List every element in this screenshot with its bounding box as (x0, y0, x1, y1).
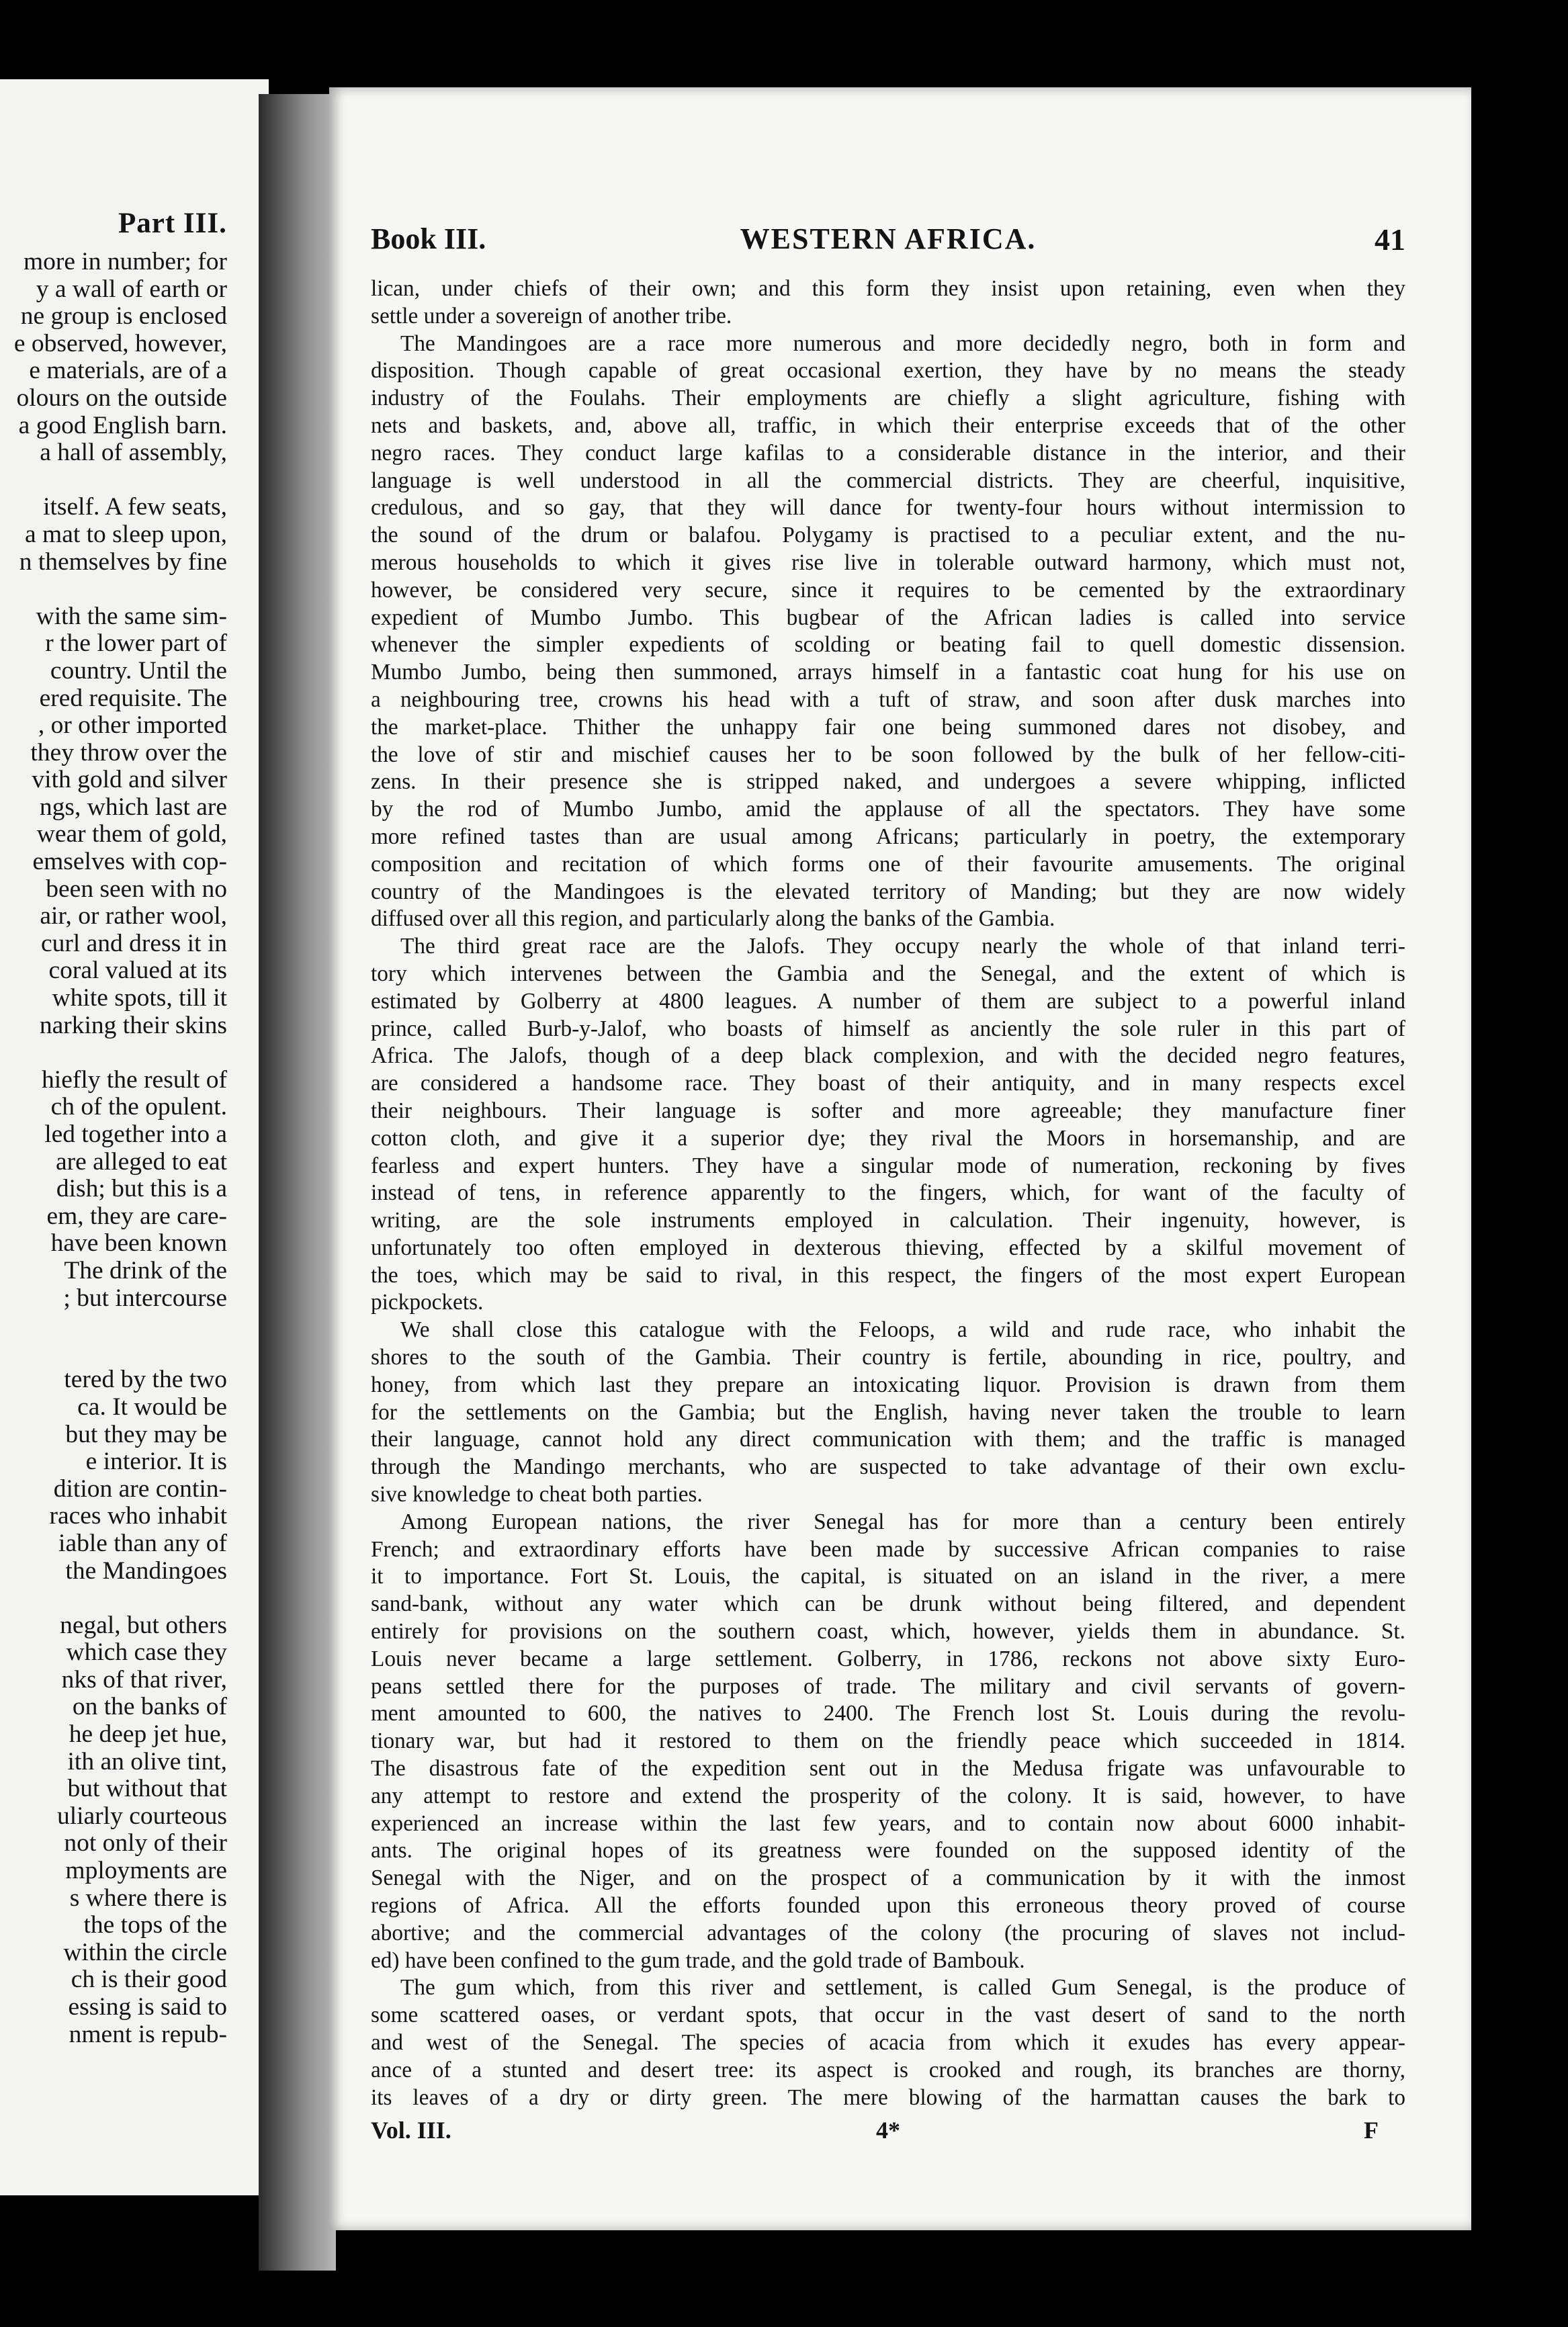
left-text-line: hiefly the result of (42, 1065, 227, 1094)
text-line: pickpockets. (371, 1290, 484, 1315)
text-line: Senegal with the Niger, and on the prospect of a communication by it with the inmost (371, 1865, 1405, 1891)
book-gutter (259, 94, 336, 2271)
text-line: experienced an increase within the last few years, and to contain now about 6000 inhabit- (371, 1810, 1405, 1836)
text-line: any attempt to restore and extend the prosperity of the colony. It is said, however, to have (371, 1783, 1405, 1808)
left-text-line: more in number; for (23, 248, 227, 275)
text-line: the love of stir and mischief causes her to be soon followed by the bulk of her fellow-citi- (371, 742, 1405, 767)
text-line: and west of the Senegal. The species of acacia from which it exudes has every appear- (371, 2030, 1405, 2055)
text-line: lican, under chiefs of their own; and this form they insist upon retaining, even when they (371, 276, 1405, 301)
left-text-line: curl and dress it in (40, 929, 227, 957)
text-line: language is well understood in all the commercial districts. They are cheerful, inquisitive, (371, 468, 1405, 493)
left-text-line: negal, but others (60, 1611, 227, 1639)
left-text-line: ch of the opulent. (50, 1093, 227, 1121)
left-text-line: essing is said to (68, 1993, 227, 2021)
left-text-line: within the circle (63, 1938, 227, 1966)
left-text-line (14, 1340, 227, 1367)
text-line: tory which intervenes between the Gambia and the Senegal, and the extent of which is (371, 961, 1405, 986)
left-text-line: mployments are (65, 1857, 227, 1885)
left-text-line: air, or rather wool, (40, 902, 227, 930)
left-text-line (14, 467, 227, 494)
text-line: their neighbours. Their language is softer and more agreeable; they manufacture finer (371, 1098, 1405, 1123)
left-text-line: itself. A few seats, (43, 493, 227, 521)
text-line: through the Mandingo merchants, who are suspected to take advantage of their own exclu- (371, 1454, 1405, 1480)
left-text-line: n themselves by fine (19, 547, 227, 576)
left-text-line: iable than any of (58, 1529, 227, 1557)
left-text-line: have been known (50, 1229, 227, 1258)
signature-mark: 4* (876, 2117, 900, 2144)
text-line: ance of a stunted and desert tree: its aspect is crooked and rough, its branches are thorny, (371, 2057, 1405, 2082)
text-line: French; and extraordinary efforts have been made by successive African companies to raise (371, 1536, 1405, 1562)
text-line: expedient of Mumbo Jumbo. This bugbear of the African ladies is called into service (371, 605, 1405, 630)
text-line: Louis never became a large settlement. Golberry, in 1786, reckons not above sixty Euro- (371, 1646, 1405, 1671)
left-text-line: e observed, however, (13, 329, 227, 357)
text-line: by the rod of Mumbo Jumbo, amid the applause of all the spectators. They have some (371, 797, 1405, 822)
left-text-line: ngs, which last are (39, 793, 227, 821)
text-line: its leaves of a dry or dirty green. The mere blowing of the harmattan causes the bark to (371, 2084, 1405, 2110)
text-line: whenever the simpler expedients of scolding or beating fail to quell domestic dissension. (371, 632, 1405, 658)
left-text-line: races who inhabit (49, 1502, 227, 1530)
text-line: instead of tens, in reference apparently to the fingers, which, for want of the faculty of (371, 1180, 1405, 1206)
text-line: nets and baskets, and, above all, traffic, in which their enterprise exceeds that of the other (371, 412, 1405, 438)
left-text-line: a mat to sleep upon, (25, 520, 227, 548)
text-line: a neighbouring tree, crowns his head with a tuft of straw, and soon after dusk marches into (371, 687, 1405, 712)
left-text-line: coral valued at its (48, 957, 227, 985)
left-text-line: uliarly courteous (56, 1802, 227, 1830)
text-line: The Mandingoes are a race more numerous and more decidedly negro, both in form and (400, 331, 1405, 356)
left-text-line: y a wall of earth or (36, 275, 227, 303)
left-text-line: ith an olive tint, (67, 1747, 227, 1775)
left-text-line: e materials, are of a (29, 357, 227, 385)
left-text-line: on the banks of (72, 1693, 227, 1721)
left-text-line (14, 1039, 227, 1067)
gathering-letter: F (1364, 2117, 1379, 2144)
left-text-line: they throw over the (30, 738, 227, 766)
page-footer (371, 2116, 1405, 2150)
left-text-line: s where there is (69, 1884, 227, 1912)
left-text-line: ; but intercourse (63, 1284, 227, 1312)
left-text-line: not only of their (64, 1829, 227, 1857)
left-text-line: a good English barn. (18, 411, 227, 439)
left-running-head: Part III. (118, 208, 227, 239)
text-line: the market-place. Thither the unhappy fair one being summoned dares not disobey, and (371, 714, 1405, 740)
left-text-line: country. Until the (50, 656, 227, 685)
left-text-line: wear them of gold, (36, 820, 227, 848)
text-line: some scattered oases, or verdant spots, that occur in the vast desert of sand to the north (371, 2003, 1405, 2028)
text-line: more refined tastes than are usual among Africans; particularly in poetry, the extemporary (371, 824, 1405, 849)
text-line: for the settlements on the Gambia; but the English, having never taken the trouble to learn (371, 1399, 1405, 1425)
book-label: Book III. (371, 222, 486, 255)
text-line: ed) have been confined to the gum trade, and the gold trade of Bambouk. (371, 1947, 1025, 1973)
left-text-line: ca. It would be (77, 1393, 227, 1421)
text-line: sive knowledge to cheat both parties. (371, 1482, 703, 1507)
text-line: industry of the Foulahs. Their employments are chiefly a slight agriculture, fishing with (371, 386, 1405, 411)
text-line: ants. The original hopes of its greatness were founded on the supposed identity of the (371, 1838, 1405, 1863)
left-text-line: the Mandingoes (65, 1556, 227, 1585)
text-line: Africa. The Jalofs, though of a deep black complexion, and with the decided negro features, (371, 1043, 1405, 1069)
left-text-line: white spots, till it (52, 984, 227, 1012)
text-line: peans settled there for the purposes of trade. The military and civil servants of govern- (371, 1673, 1405, 1699)
left-text-line (14, 1312, 227, 1340)
text-line: settle under a sovereign of another tribe. (371, 303, 732, 328)
left-page-text (14, 249, 227, 2048)
text-line: merous households to which it gives rise live in tolerable outward harmony, which must not, (371, 550, 1405, 575)
text-line: We shall close this catalogue with the Feloops, a wild and rude race, who inhabit the (400, 1317, 1405, 1343)
left-text-line: e interior. It is (85, 1448, 227, 1476)
text-line: it to importance. Fort St. Louis, the capital, is situated on an island in the river, a mere (371, 1564, 1405, 1589)
left-text-line: emselves with cop- (32, 848, 227, 876)
page-title: WESTERN AFRICA. (740, 222, 1037, 255)
text-line: zens. In their presence she is stripped naked, and undergoes a severe whipping, inflicted (371, 769, 1405, 795)
text-line: entirely for provisions on the southern coast, which, however, yields them in abundance. St. (371, 1619, 1405, 1644)
left-text-line: ne group is enclosed (20, 302, 227, 331)
text-line: unfortunately too often employed in dexterous thieving, effected by a skilful movement of (371, 1235, 1405, 1260)
text-line: tionary war, but had it restored to them on the friendly peace which succeeded in 1814. (371, 1728, 1405, 1754)
left-text-line: olours on the outside (16, 384, 227, 412)
text-line: prince, called Burb-y-Jalof, who boasts of himself as anciently the sole ruler in this part of (371, 1016, 1405, 1041)
left-text-line (14, 1585, 227, 1612)
text-line: cotton cloth, and give it a superior dye; they rival the Moors in horsemanship, and are (371, 1125, 1405, 1151)
text-line: writing, are the sole instruments employed in calculation. Their ingenuity, however, is (371, 1208, 1405, 1233)
text-line: country of the Mandingoes is the elevated territory of Manding; but they are now widely (371, 879, 1405, 904)
text-line: the sound of the drum or balafou. Polygamy is practised to a peculiar extent, and the nu- (371, 523, 1405, 548)
left-text-line: tered by the two (64, 1366, 227, 1394)
text-line: negro races. They conduct large kafilas to a considerable distance in the interior, and their (371, 440, 1405, 466)
body-text (371, 275, 1405, 2111)
left-text-line: which case they (66, 1638, 227, 1667)
text-line: credulous, and so gay, that they will dance for twenty-four hours without intermission to (371, 495, 1405, 521)
left-text-line: narking their skins (39, 1011, 227, 1039)
left-text-line: dition are contin- (53, 1475, 227, 1503)
left-text-line: , or other imported (38, 711, 227, 740)
text-line: fearless and expert hunters. They have a singular mode of numeration, reckoning by fives (371, 1153, 1405, 1178)
text-line: disposition. Though capable of great occasional exertion, they have by no means the steady (371, 358, 1405, 384)
left-text-line: are alleged to eat (55, 1147, 227, 1176)
text-line: regions of Africa. All the efforts founded upon this erroneous theory proved of course (371, 1893, 1405, 1919)
text-line: composition and recitation of which forms one of their favourite amusements. The original (371, 851, 1405, 877)
text-line: The gum which, from this river and settlement, is called Gum Senegal, is the produce of (400, 1975, 1405, 2001)
text-line: Among European nations, the river Senegal has for more than a century been entirely (400, 1509, 1405, 1534)
left-page (0, 79, 269, 2195)
text-line: ment amounted to 600, the natives to 2400. The French lost St. Louis during the revolu- (371, 1701, 1405, 1726)
left-text-line (14, 576, 227, 603)
page-number: 41 (1375, 222, 1405, 257)
left-text-line: ered requisite. The (39, 684, 227, 712)
left-text-line: nment is repub- (69, 2020, 227, 2048)
text-line: honey, from which last they prepare an intoxicating liquor. Provision is drawn from them (371, 1372, 1405, 1397)
left-text-line: a hall of assembly, (40, 439, 227, 467)
text-line: shores to the south of the Gambia. Their country is fertile, abounding in rice, poultry, and (371, 1345, 1405, 1370)
text-line: however, be considered very secure, since it requires to be cemented by the extraordinary (371, 577, 1405, 603)
text-line: The disastrous fate of the expedition sent out in the Medusa frigate was unfavourable to (371, 1756, 1405, 1782)
text-line: estimated by Golberry at 4800 leagues. A number of them are subject to a powerful inland (371, 988, 1405, 1014)
text-line: their language, cannot hold any direct communication with them; and the traffic is managed (371, 1427, 1405, 1452)
left-text-line: but without that (67, 1775, 227, 1803)
text-line: diffused over all this region, and particularly along the banks of the Gambia. (371, 906, 1055, 932)
text-line: are considered a handsome race. They boast of their antiquity, and in many respects excel (371, 1071, 1405, 1096)
volume-label: Vol. III. (371, 2117, 451, 2144)
left-text-line: he deep jet hue, (69, 1720, 227, 1749)
left-text-line: r the lower part of (45, 629, 227, 658)
text-line: Mumbo Jumbo, being then summoned, arrays himself in a fantastic coat hung for his use on (371, 660, 1405, 685)
left-text-line: vith gold and silver (32, 766, 227, 794)
text-line: sand-bank, without any water which can be drunk without being filtered, and dependent (371, 1591, 1405, 1617)
left-text-line: nks of that river, (61, 1665, 227, 1694)
text-line: abortive; and the commercial advantages of the colony (the procuring of slaves not includ- (371, 1920, 1405, 1945)
left-text-line: The drink of the (64, 1256, 227, 1284)
left-text-line: the tops of the (83, 1911, 227, 1939)
left-text-line: em, they are care- (46, 1202, 227, 1230)
text-line: The third great race are the Jalofs. They occupy nearly the whole of that inland terri- (400, 934, 1405, 959)
left-text-line: ch is their good (71, 1966, 227, 1994)
text-line: the toes, which may be said to rival, in this respect, the fingers of the most expert European (371, 1262, 1405, 1288)
page-header (371, 222, 1405, 262)
right-page (329, 87, 1471, 2230)
left-text-line: with the same sim- (36, 602, 227, 630)
left-text-line: but they may be (65, 1420, 227, 1448)
left-text-line: been seen with no (46, 875, 227, 903)
left-text-line: dish; but this is a (56, 1175, 227, 1203)
left-text-line: led together into a (44, 1121, 227, 1148)
